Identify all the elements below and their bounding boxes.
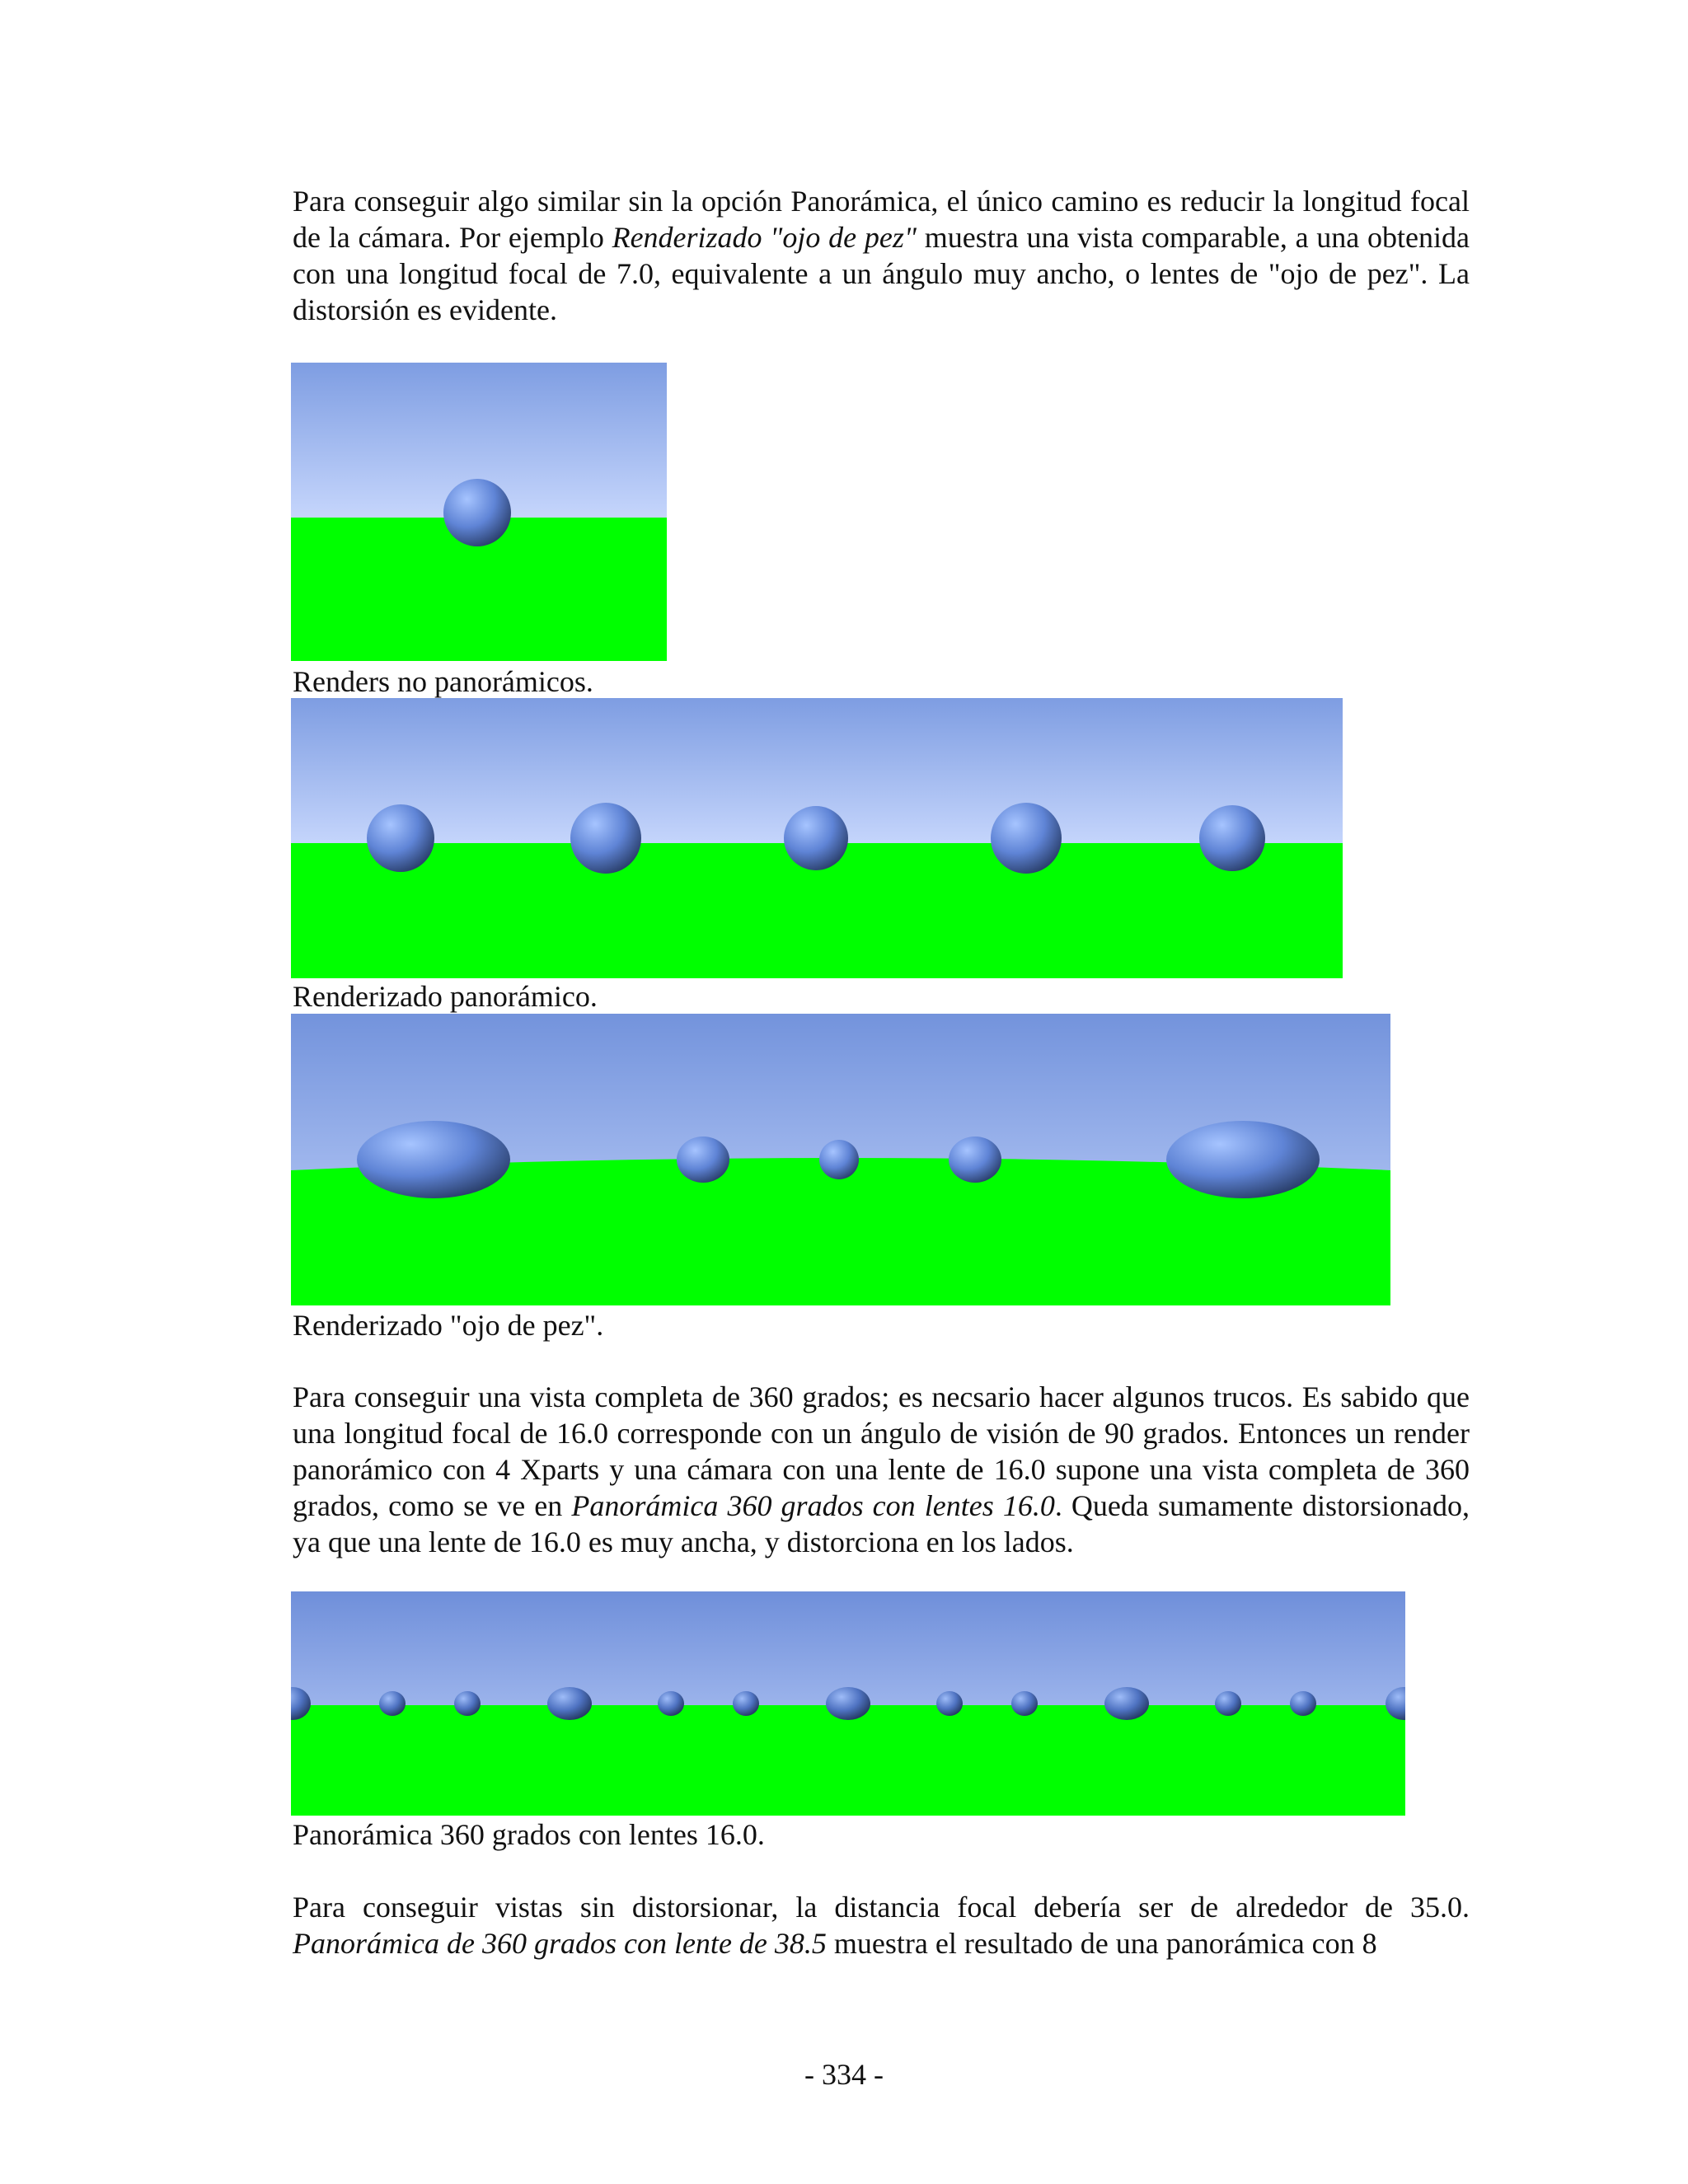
sphere [1166, 1121, 1320, 1198]
sphere [443, 479, 511, 546]
sphere [1199, 805, 1265, 871]
figure-reference: Renderizado "ojo de pez" [612, 221, 917, 254]
paragraph-360-view [293, 1379, 1470, 1560]
sphere [677, 1137, 729, 1183]
sphere [826, 1687, 870, 1720]
paragraph-fisheye-intro [293, 183, 1470, 328]
page-number: - 334 - [804, 2058, 884, 2091]
sphere [658, 1691, 684, 1716]
sphere [784, 806, 848, 870]
figure-caption: Panorámica 360 grados con lentes 16.0. [293, 1818, 765, 1851]
figure-caption: Renders no panorámicos. [293, 665, 593, 698]
sphere [1011, 1691, 1038, 1716]
sphere [357, 1121, 510, 1198]
paragraph-text: Para conseguir vistas sin distorsionar, la distancia focal debería ser de alrededor de 35.0. [293, 1891, 1470, 1924]
render-non-panoramic-image [291, 363, 667, 661]
figure-caption: Renderizado panorámico. [293, 980, 598, 1013]
paragraph-text: muestra el resultado de una panorámica con 8 [826, 1927, 1377, 1960]
sphere [547, 1687, 592, 1720]
sphere [454, 1691, 481, 1716]
sphere [733, 1691, 759, 1716]
sphere [570, 803, 641, 874]
render-panoramic-image [291, 698, 1343, 978]
render-panoramic-360-image [291, 1591, 1405, 1816]
render-fisheye-image [291, 1014, 1390, 1305]
figure-reference: Panorámica 360 grados con lentes 16.0 [571, 1489, 1055, 1522]
sphere [949, 1137, 1001, 1183]
sphere [1104, 1687, 1149, 1720]
sphere [819, 1140, 859, 1179]
sphere [1290, 1691, 1316, 1716]
figure-reference: Panorámica de 360 grados con lente de 38.5 [293, 1927, 827, 1960]
paragraph-undistorted-views [293, 1889, 1470, 1961]
paragraph-text: muestra una vista comparable, a una obtenida con una longitud focal de 7.0, equivalente a un ángulo muy ancho, o lentes de "ojo de pez". La distorsión es evidente. [293, 221, 1470, 326]
sphere [1215, 1691, 1241, 1716]
paragraph-text: Para conseguir una vista completa de 360 grados; es necsario hacer algunos trucos. Es sabido que una longitud focal de 16.0 corresponde con un ángulo de visión de 90 grados. Entonces un render panorámico con 4 Xparts y una cámara con una lente de 16.0 supone una vista completa de 360 grados, como se ve en [293, 1380, 1470, 1522]
paragraph-text: . Queda sumamente distorsionado, ya que una lente de 16.0 es muy ancha, y distorciona en los lados. [293, 1489, 1470, 1558]
sphere [991, 803, 1062, 874]
sphere [379, 1691, 406, 1716]
figure-caption: Renderizado "ojo de pez". [293, 1309, 604, 1342]
sphere [367, 804, 434, 872]
paragraph-text: Para conseguir algo similar sin la opción Panorámica, el único camino es reducir la longitud focal de la cámara. Por ejemplo [293, 185, 1470, 254]
sphere [936, 1691, 963, 1716]
